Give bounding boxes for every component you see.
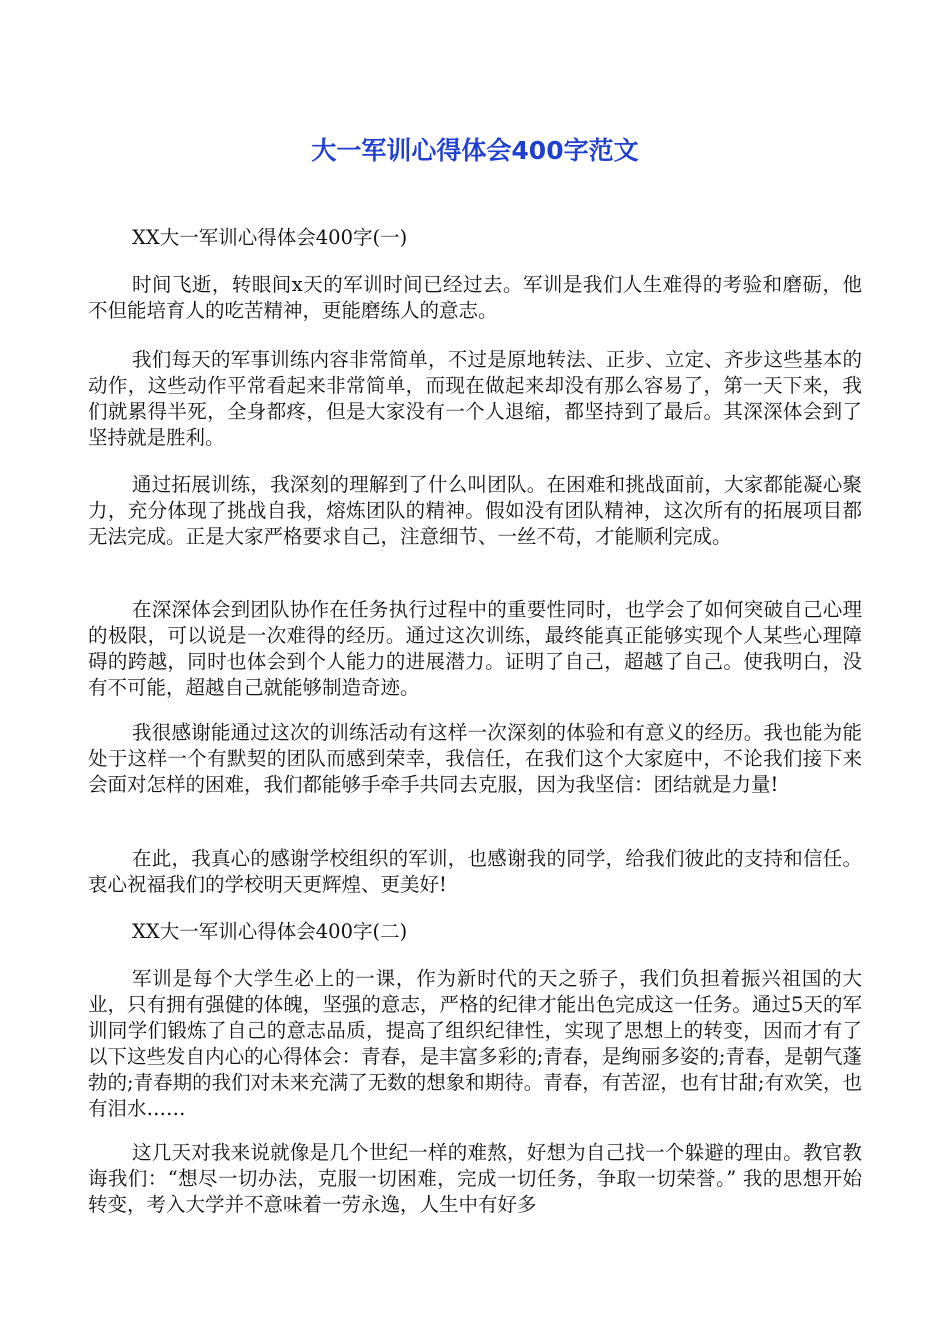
section-heading-2: XX大一军训心得体会400字(二) — [132, 920, 408, 943]
paragraph-1: 时间飞逝，转眼间x天的军训时间已经过去。军训是我们人生难得的考验和磨砺，他不但能培育人的吃苦精神，更能磨练人的意志。 — [88, 273, 862, 322]
paragraph-2: 我们每天的军事训练内容非常简单，不过是原地转法、正步、立定、齐步这些基本的动作，这些动作平常看起来非常简单，而现在做起来却没有那么容易了，第一天下来，我们就累得半死，全身都疼，但是大家没有一个人退缩，都坚持到了最后。其深深体会到了坚持就是胜利。 — [88, 348, 862, 449]
paragraph-3: 通过拓展训练，我深刻的理解到了什么叫团队。在困难和挑战面前，大家都能凝心聚力，充分体现了挑战自我，熔炼团队的精神。假如没有团队精神，这次所有的拓展项目都无法完成。正是大家严格要求自己，注意细节、一丝不苟，才能顺利完成。 — [88, 473, 862, 548]
paragraph-5: 我很感谢能通过这次的训练活动有这样一次深刻的体验和有意义的经历。我也能为能处于这样一个有默契的团队而感到荣幸，我信任，在我们这个大家庭中，不论我们接下来会面对怎样的困难，我们都能够手牵手共同去克服，因为我坚信：团结就是力量! — [88, 721, 862, 796]
paragraph-8: 这几天对我来说就像是几个世纪一样的难熬，好想为自己找一个躲避的理由。教官教诲我们：“想尽一切办法，克服一切困难，完成一切任务，争取一切荣誉。” 我的思想开始转变，考入大学并不意味着一劳永逸，人生中有好多 — [88, 1141, 862, 1216]
section-heading-1: XX大一军训心得体会400字(一) — [132, 226, 408, 249]
paragraph-6: 在此，我真心的感谢学校组织的军训，也感谢我的同学，给我们彼此的支持和信任。衷心祝福我们的学校明天更辉煌、更美好! — [88, 847, 862, 896]
document-title: 大一军训心得体会400字范文 — [311, 136, 639, 165]
paragraph-7: 军训是每个大学生必上的一课，作为新时代的天之骄子，我们负担着振兴祖国的大业，只有拥有强健的体魄，坚强的意志，严格的纪律才能出色完成这一任务。通过5天的军训同学们锻炼了自己的意志品质，提高了组织纪律性，实现了思想上的转变，因而才有了以下这些发自内心的心得体会：青春，是丰富多彩的;青春，是绚丽多姿的;青春，是朝气蓬勃的;青春期的我们对未来充满了无数的想象和期待。青春，有苦涩，也有甘甜;有欢笑，也有泪水…… — [88, 967, 862, 1120]
paragraph-4: 在深深体会到团队协作在任务执行过程中的重要性同时，也学会了如何突破自己心理的极限，可以说是一次难得的经历。通过这次训练，最终能真正能够实现个人某些心理障碍的跨越，同时也体会到个人能力的进展潜力。证明了自己，超越了自己。使我明白，没有不可能，超越自己就能够制造奇迹。 — [88, 598, 862, 699]
